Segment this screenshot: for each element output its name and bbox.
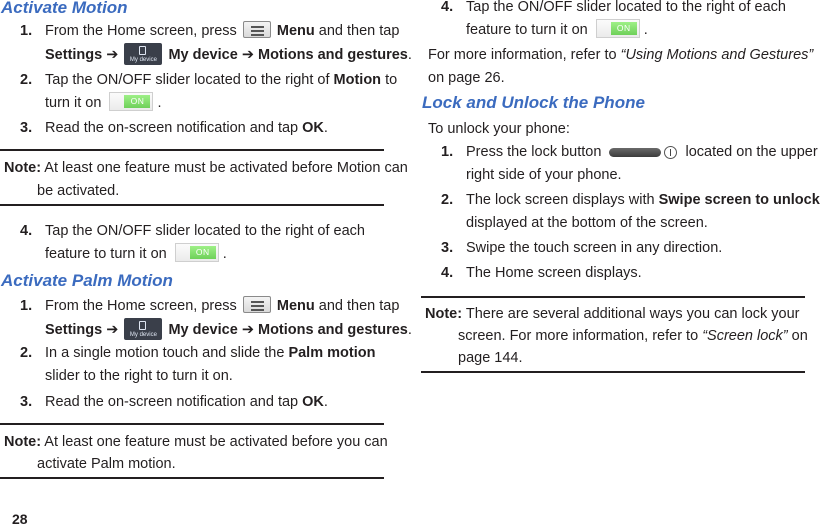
palm-step-3: 3. Read the on-screen notification and tap OK. bbox=[20, 394, 328, 410]
lock-note: Note: There are several additional ways you can lock your screen. For more information, refer to “Screen lock” on page 144. bbox=[421, 296, 805, 373]
lock-step-2: 2. The lock screen displays with Swipe screen to unlock displayed at the bottom of the screen. bbox=[441, 192, 820, 231]
palm-step-2: 2. In a single motion touch and slide the Palm motion slider to the right to turn it on. bbox=[20, 345, 376, 384]
section-title-lock-unlock: Lock and Unlock the Phone bbox=[422, 93, 645, 112]
lock-intro: To unlock your phone: bbox=[428, 121, 570, 137]
palm-step-1: 1. From the Home screen, press Menu and then tap Settings ➔ My device My device ➔ Motions and gestures. bbox=[20, 298, 412, 338]
motion-step-1: 1. From the Home screen, press Menu and then tap Settings ➔ My device My device ➔ Motions and gestures. bbox=[20, 23, 412, 63]
section-title-activate-palm-motion: Activate Palm Motion bbox=[1, 271, 173, 290]
menu-key-icon bbox=[243, 21, 271, 38]
on-slider-icon: ON bbox=[109, 92, 153, 111]
palm-note: Note: At least one feature must be activated before you can activate Palm motion. bbox=[0, 423, 384, 479]
on-slider-icon: ON bbox=[596, 19, 640, 38]
section-title-activate-motion: Activate Motion bbox=[1, 0, 128, 17]
my-device-icon: My device bbox=[124, 318, 162, 340]
more-info-line-2: on page 26. bbox=[428, 70, 505, 86]
on-slider-icon: ON bbox=[175, 243, 219, 262]
my-device-icon: My device bbox=[124, 43, 162, 65]
page-number: 28 bbox=[12, 511, 28, 527]
motion-step-4-cont: 4. Tap the ON/OFF slider located to the right of each feature to turn it on ON . bbox=[441, 0, 786, 38]
motion-step-4: 4. Tap the ON/OFF slider located to the right of each feature to turn it on ON . bbox=[20, 223, 365, 262]
lock-step-4: 4. The Home screen displays. bbox=[441, 265, 642, 281]
menu-key-icon bbox=[243, 296, 271, 313]
lock-button-icon bbox=[609, 143, 677, 166]
motion-note: Note: At least one feature must be activated before Motion can be activated. bbox=[0, 149, 384, 206]
lock-step-1: 1. Press the lock button located on the upper right side of your phone. bbox=[441, 144, 818, 183]
motion-step-3: 3. Read the on-screen notification and tap OK. bbox=[20, 120, 328, 136]
motion-step-2: 2. Tap the ON/OFF slider located to the right of Motion to turn it on ON . bbox=[20, 72, 398, 111]
more-info-line-1: For more information, refer to “Using Motions and Gestures” bbox=[428, 47, 814, 63]
lock-step-3: 3. Swipe the touch screen in any direction. bbox=[441, 240, 723, 256]
